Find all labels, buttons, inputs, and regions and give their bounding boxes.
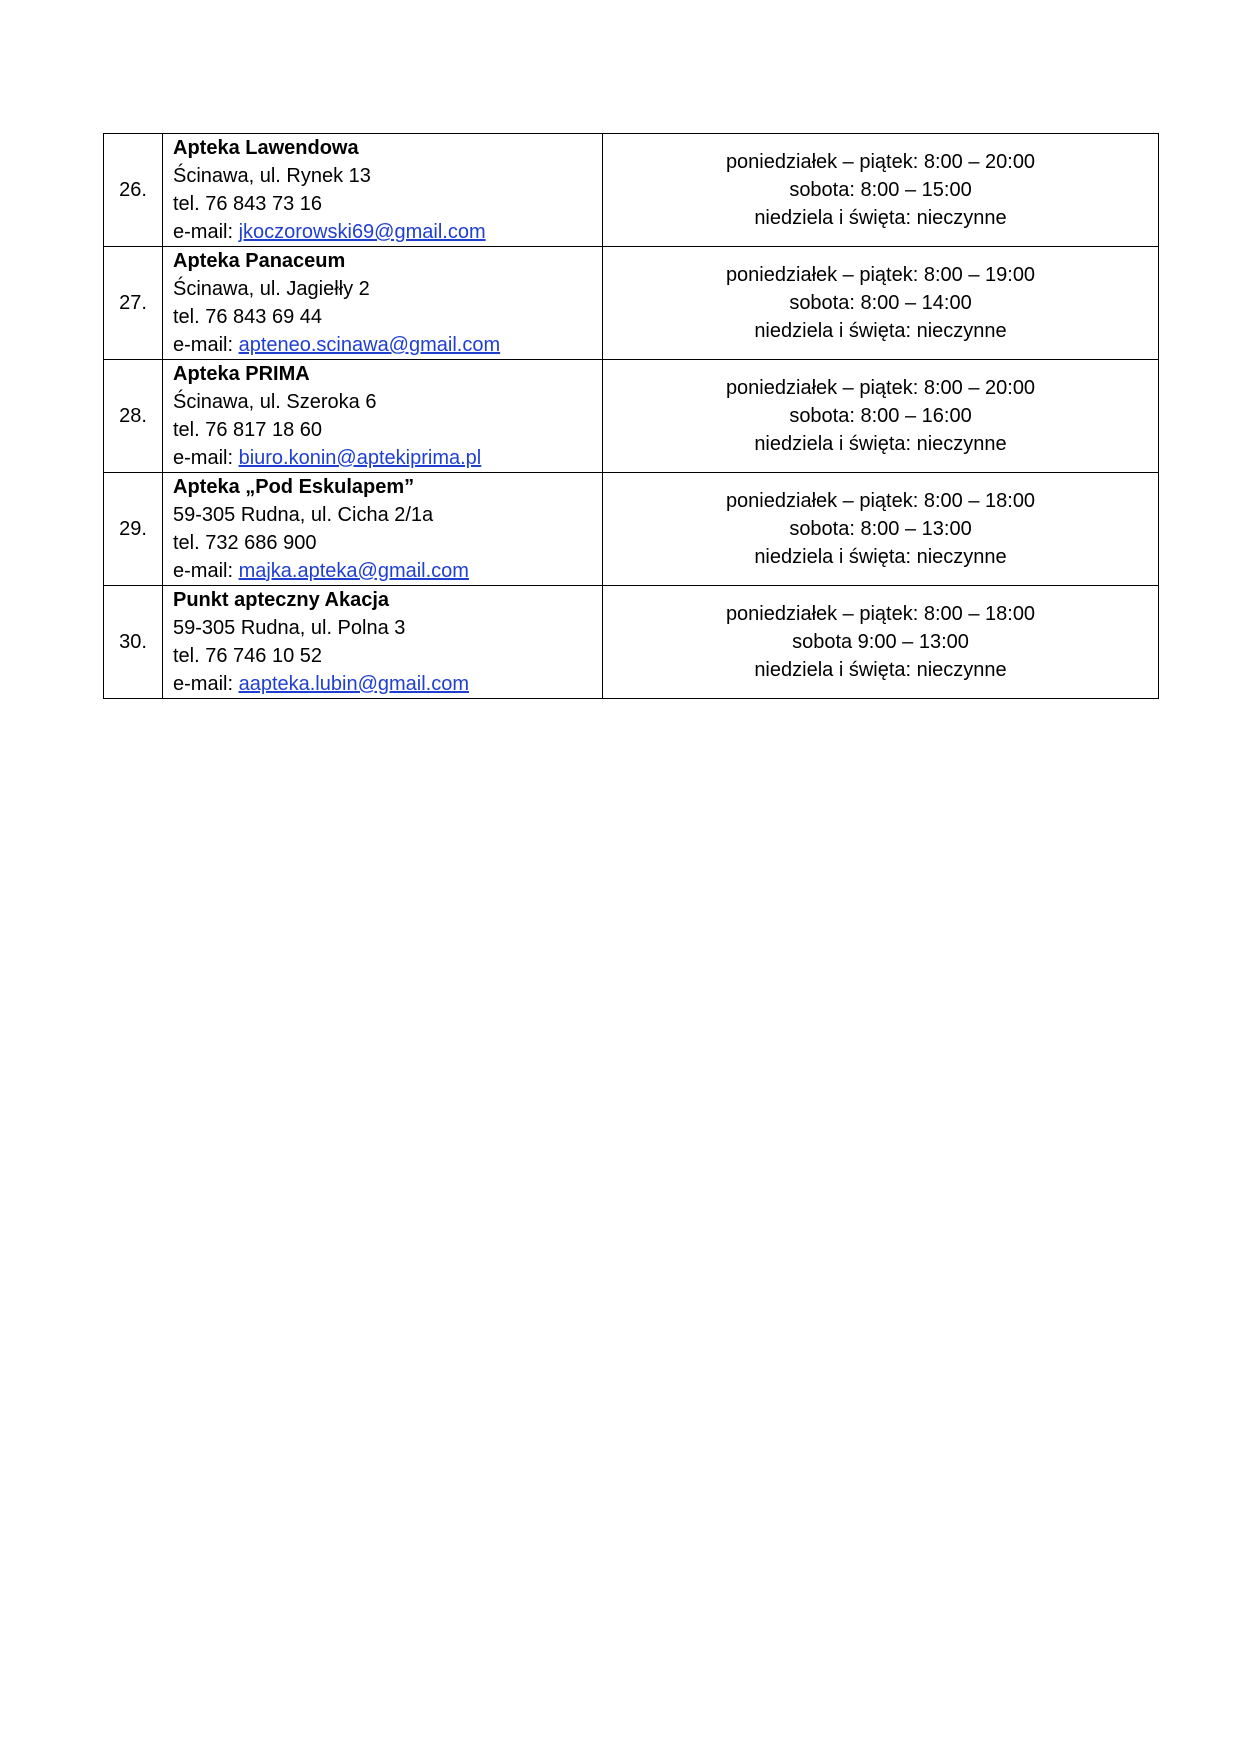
pharmacy-email-line (173, 557, 602, 585)
pharmacy-address: 59-305 Rudna, ul. Polna 3 (173, 617, 406, 639)
row-number: 27. (104, 247, 163, 360)
hours-saturday: sobota: 8:00 – 15:00 (789, 179, 972, 201)
email-link[interactable]: aapteka.lubin@gmail.com (238, 673, 469, 695)
hours-sunday: niedziela i święta: nieczynne (754, 320, 1007, 342)
pharmacy-info (163, 360, 603, 473)
email-label: e-mail: (173, 221, 239, 243)
row-number: 30. (104, 586, 163, 699)
email-label: e-mail: (173, 560, 239, 582)
pharmacy-name: Punkt apteczny Akacja (173, 589, 390, 611)
pharmacy-info (163, 586, 603, 699)
pharmacy-name: Apteka Panaceum (173, 250, 346, 272)
pharmacy-address: 59-305 Rudna, ul. Cicha 2/1a (173, 504, 434, 526)
hours-weekdays: poniedziałek – piątek: 8:00 – 20:00 (725, 151, 1036, 173)
hours-saturday: sobota 9:00 – 13:00 (792, 631, 969, 653)
pharmacy-phone: tel. 732 686 900 (173, 532, 317, 554)
row-number: 29. (104, 473, 163, 586)
pharmacy-address: Ścinawa, ul. Jagiełły 2 (173, 278, 370, 300)
email-link[interactable]: biuro.konin@aptekiprima.pl (238, 447, 482, 469)
pharmacy-email-line (173, 218, 602, 246)
table-row (104, 360, 1159, 473)
pharmacy-name: Apteka Lawendowa (173, 137, 359, 159)
hours-sunday: niedziela i święta: nieczynne (754, 546, 1007, 568)
table-row (104, 586, 1159, 699)
email-label: e-mail: (173, 673, 239, 695)
pharmacy-phone: tel. 76 843 73 16 (173, 193, 323, 215)
row-number: 26. (104, 134, 163, 247)
hours-saturday: sobota: 8:00 – 13:00 (789, 518, 972, 540)
hours-weekdays: poniedziałek – piątek: 8:00 – 19:00 (725, 264, 1036, 286)
row-number: 28. (104, 360, 163, 473)
hours-sunday: niedziela i święta: nieczynne (754, 659, 1007, 681)
pharmacy-phone: tel. 76 817 18 60 (173, 419, 323, 441)
table-row (104, 473, 1159, 586)
pharmacy-phone: tel. 76 843 69 44 (173, 306, 323, 328)
pharmacy-address: Ścinawa, ul. Szeroka 6 (173, 391, 377, 413)
hours-sunday: niedziela i święta: nieczynne (754, 207, 1007, 229)
hours-saturday: sobota: 8:00 – 16:00 (789, 405, 972, 427)
hours-sunday: niedziela i święta: nieczynne (754, 433, 1007, 455)
email-link[interactable]: jkoczorowski69@gmail.com (238, 221, 486, 243)
email-link[interactable]: majka.apteka@gmail.com (238, 560, 469, 582)
pharmacy-name: Apteka PRIMA (173, 363, 310, 385)
email-label: e-mail: (173, 334, 239, 356)
opening-hours (603, 247, 1159, 360)
hours-weekdays: poniedziałek – piątek: 8:00 – 20:00 (725, 377, 1036, 399)
table-row (104, 134, 1159, 247)
opening-hours (603, 360, 1159, 473)
opening-hours (603, 586, 1159, 699)
opening-hours (603, 134, 1159, 247)
pharmacy-info (163, 247, 603, 360)
pharmacy-email-line (173, 670, 602, 698)
pharmacy-phone: tel. 76 746 10 52 (173, 645, 323, 667)
table-row (104, 247, 1159, 360)
pharmacy-name: Apteka „Pod Eskulapem” (173, 476, 415, 498)
pharmacy-info (163, 473, 603, 586)
pharmacy-table (103, 133, 1159, 699)
pharmacy-email-line (173, 444, 602, 472)
email-label: e-mail: (173, 447, 239, 469)
pharmacy-address: Ścinawa, ul. Rynek 13 (173, 165, 371, 187)
pharmacy-email-line (173, 331, 602, 359)
opening-hours (603, 473, 1159, 586)
hours-saturday: sobota: 8:00 – 14:00 (789, 292, 972, 314)
email-link[interactable]: apteneo.scinawa@gmail.com (238, 334, 501, 356)
hours-weekdays: poniedziałek – piątek: 8:00 – 18:00 (725, 490, 1036, 512)
hours-weekdays: poniedziałek – piątek: 8:00 – 18:00 (725, 603, 1036, 625)
pharmacy-info (163, 134, 603, 247)
